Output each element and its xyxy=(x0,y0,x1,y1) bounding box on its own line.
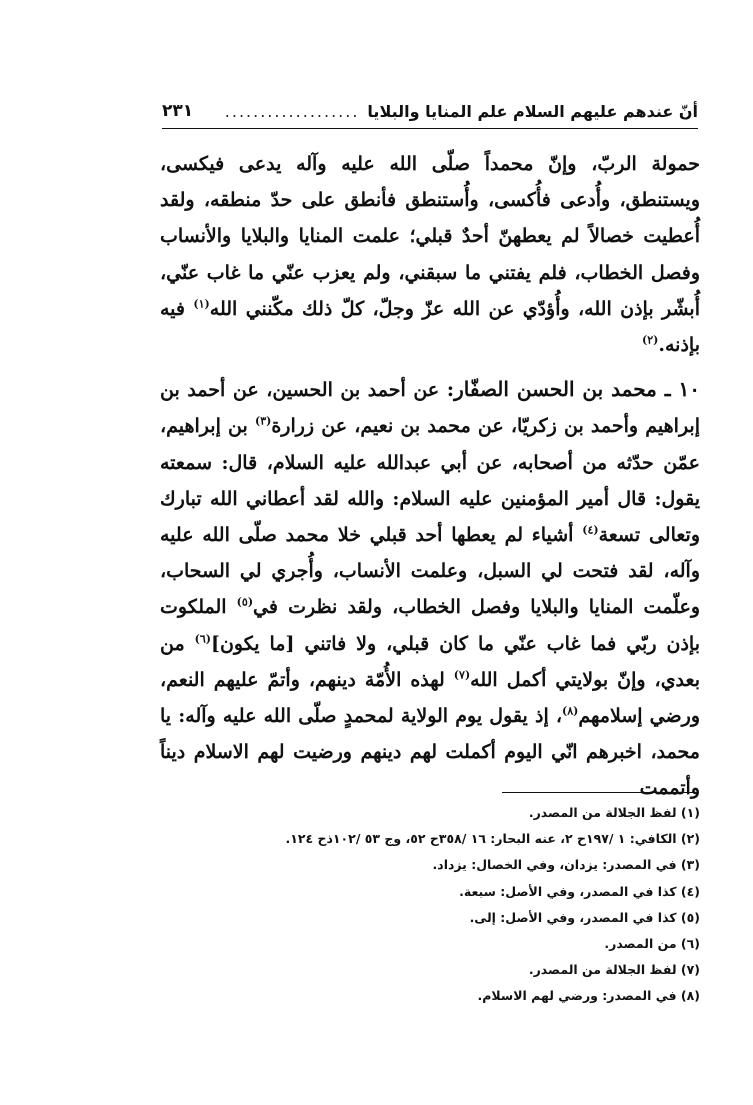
footnote-4: (٤) كذا في المصدر، وفي الأصل: سبعة. xyxy=(459,883,700,899)
footnote-ref-1: (١) xyxy=(193,297,210,311)
section-heading: ١٠ ـ محمد بن الحسن الصفّار: xyxy=(446,377,701,402)
running-head-title: أنّ عندهم عليهم السلام علم المنايا والبلايا xyxy=(367,101,698,121)
paragraph-2-text-f: لهذه الأُمّة دينهم، وأتمّ عليهم النعم، ورضي إسلامهم xyxy=(160,668,700,728)
paragraph-2-text-e: من بعدي، وإنّ بولايتي أكمل الله xyxy=(160,632,700,691)
footnote-2: (٢) الكافي: ١ /١٩٧ح ٢، عنه البحار: ١٦ /٣٥٨ح ٥٢، وج ٥٣ /١٠٢ذح ١٢٤. xyxy=(285,831,700,847)
footnote-ref-4: (٤) xyxy=(582,523,599,537)
paragraph-1-text-b: فيه بإذنه. xyxy=(160,297,700,357)
paragraph-2-text-d: الملكوت بإذن ربّي فما غاب عنّي ما كان قبلي، ولا فاتني [ما يكون] xyxy=(160,596,700,655)
paragraph-2-text-c: أشياء لم يعطها أحد قبلي خلا محمد صلّى الله عليه وآله، لقد فتحت لي السبل، وعلمت الأنساب، وأُجري لي السحاب، وعلّمت المنايا والبلايا وفصل الخطاب، ولقد نظرت في xyxy=(160,524,700,619)
page-number: ٢٣١ xyxy=(162,101,194,121)
footnote-7: (٧) لفظ الجلالة من المصدر. xyxy=(528,962,700,978)
footnote-ref-7: (٧) xyxy=(453,668,471,682)
paragraph-1-text-a: حمولة الربّ، وإنّ محمداً صلّى الله عليه وآله يدعى فيكسى، ويستنطق، وأُدعى فأُكسى، وأُستنطق فأنطق على حدّ منطقه، ولقد أُعطيت خصالاً لم يعطهنّ أحدٌ قبلي؛ علمت المنايا والبلايا والأنساب وفصل الخطاب، فلم يفتني ما سبقني، ولم يعزب عنّي ما غاب عنّي، أُبشّر بإذن الله، وأُؤدّي عن الله عزّ وجلّ، كلّ ذلك مكّنني الله xyxy=(160,153,701,320)
running-head-leader-dots: ................... xyxy=(224,101,360,121)
footnote-ref-3: (٣) xyxy=(254,415,272,429)
main-text xyxy=(160,146,700,807)
paragraph-2-text-a: عن أحمد بن الحسين، عن أحمد بن إبراهيم وأحمد بن زكريّا، عن محمد بن نعيم، عن زرارة xyxy=(160,379,701,438)
running-head xyxy=(162,94,698,128)
footnote-ref-8: (٨) xyxy=(562,704,579,718)
paragraph-2-text-b: بن إبراهيم، عمّن حدّثه من أصحابه، عن أبي عبدالله عليه السلام، قال: سمعته يقول: قال أمير المؤمنين عليه السلام: والله لقد أعطاني الله تبارك وتعالى تسعة xyxy=(160,415,700,547)
footnote-3: (٣) في المصدر: يزدان، وفي الخصال: يزداد. xyxy=(432,857,700,873)
footnotes xyxy=(160,800,700,1010)
header-rule xyxy=(162,128,698,129)
footnote-6: (٦) من المصدر. xyxy=(604,936,700,952)
footnote-1: (١) لفظ الجلالة من المصدر. xyxy=(528,805,700,820)
paragraph-2-text-g: ، إذ يقول يوم الولاية لمحمدٍ صلّى الله عليه وآله: يا محمد، اخبرهم انّي اليوم أكملت لهم دينهم ورضيت لهم الاسلام ديناً وأتممت xyxy=(160,705,700,800)
footnote-rule xyxy=(502,792,698,793)
paragraph-1 xyxy=(160,146,700,363)
paragraph-2 xyxy=(160,371,700,806)
footnote-8: (٨) في المصدر: ورضي لهم الاسلام. xyxy=(477,988,700,1004)
footnote-ref-5: (٥) xyxy=(236,596,254,610)
footnote-ref-2: (٢) xyxy=(642,333,659,347)
footnote-ref-6: (٦) xyxy=(194,632,211,646)
footnote-5: (٥) كذا في المصدر، وفي الأصل: إلى. xyxy=(469,909,700,925)
